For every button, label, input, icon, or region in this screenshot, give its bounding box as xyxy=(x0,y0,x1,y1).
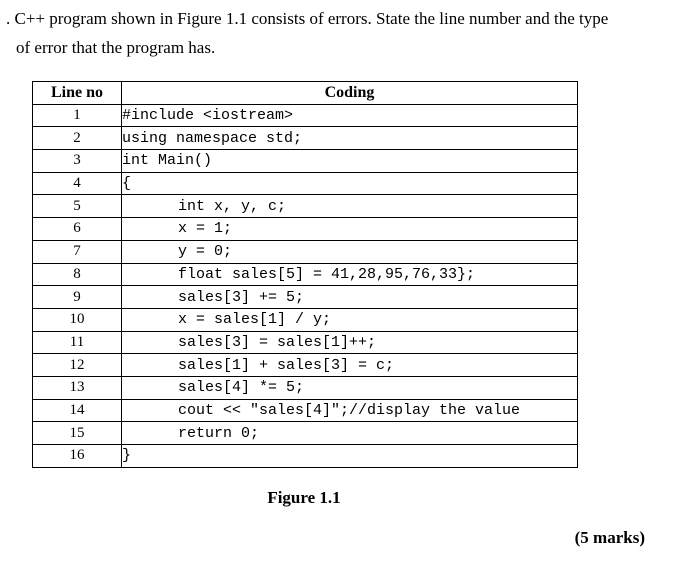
line-number-cell: 14 xyxy=(33,399,122,422)
line-number-cell: 6 xyxy=(33,218,122,241)
table-row xyxy=(33,218,578,241)
line-number-cell: 15 xyxy=(33,422,122,445)
table-row xyxy=(33,240,578,263)
code-cell: y = 0; xyxy=(122,240,578,263)
table-row xyxy=(33,376,578,399)
table-row xyxy=(33,308,578,331)
table-row xyxy=(33,172,578,195)
line-number-cell: 1 xyxy=(33,104,122,127)
table-row xyxy=(33,445,578,468)
table-row xyxy=(33,195,578,218)
code-cell: { xyxy=(122,172,578,195)
code-table xyxy=(32,81,578,468)
table-row xyxy=(33,354,578,377)
code-rows xyxy=(33,104,578,467)
code-cell: x = sales[1] / y; xyxy=(122,308,578,331)
code-cell: int Main() xyxy=(122,150,578,173)
code-cell: using namespace std; xyxy=(122,127,578,150)
line-number-cell: 9 xyxy=(33,286,122,309)
table-row xyxy=(33,127,578,150)
table-row xyxy=(33,422,578,445)
table-row xyxy=(33,286,578,309)
question-text xyxy=(6,4,646,62)
table-header-row xyxy=(33,82,578,105)
line-number-cell: 5 xyxy=(33,195,122,218)
code-cell: sales[3] += 5; xyxy=(122,286,578,309)
code-cell: sales[3] = sales[1]++; xyxy=(122,331,578,354)
table-row xyxy=(33,399,578,422)
header-coding: Coding xyxy=(122,82,578,105)
marks-label: (5 marks) xyxy=(574,528,645,547)
line-number-cell: 16 xyxy=(33,445,122,468)
table-row xyxy=(33,331,578,354)
table-row xyxy=(33,263,578,286)
table-row xyxy=(33,104,578,127)
line-number-cell: 10 xyxy=(33,308,122,331)
table-row xyxy=(33,150,578,173)
code-cell: sales[1] + sales[3] = c; xyxy=(122,354,578,377)
question-line-2: of error that the program has. xyxy=(16,38,216,57)
line-number-cell: 3 xyxy=(33,150,122,173)
line-number-cell: 7 xyxy=(33,240,122,263)
line-number-cell: 11 xyxy=(33,331,122,354)
line-number-cell: 2 xyxy=(33,127,122,150)
figure-caption: Figure 1.1 xyxy=(267,488,341,507)
question-line-1: . C++ program shown in Figure 1.1 consists of errors. State the line number and the type xyxy=(6,9,609,28)
code-cell: } xyxy=(122,445,578,468)
code-cell: cout << "sales[4]";//display the value xyxy=(122,399,578,422)
code-cell: x = 1; xyxy=(122,218,578,241)
code-cell: float sales[5] = 41,28,95,76,33}; xyxy=(122,263,578,286)
header-line-no: Line no xyxy=(33,82,122,105)
line-number-cell: 8 xyxy=(33,263,122,286)
line-number-cell: 4 xyxy=(33,172,122,195)
line-number-cell: 13 xyxy=(33,376,122,399)
code-cell: return 0; xyxy=(122,422,578,445)
code-cell: int x, y, c; xyxy=(122,195,578,218)
code-cell: sales[4] *= 5; xyxy=(122,376,578,399)
code-cell: #include <iostream> xyxy=(122,104,578,127)
line-number-cell: 12 xyxy=(33,354,122,377)
